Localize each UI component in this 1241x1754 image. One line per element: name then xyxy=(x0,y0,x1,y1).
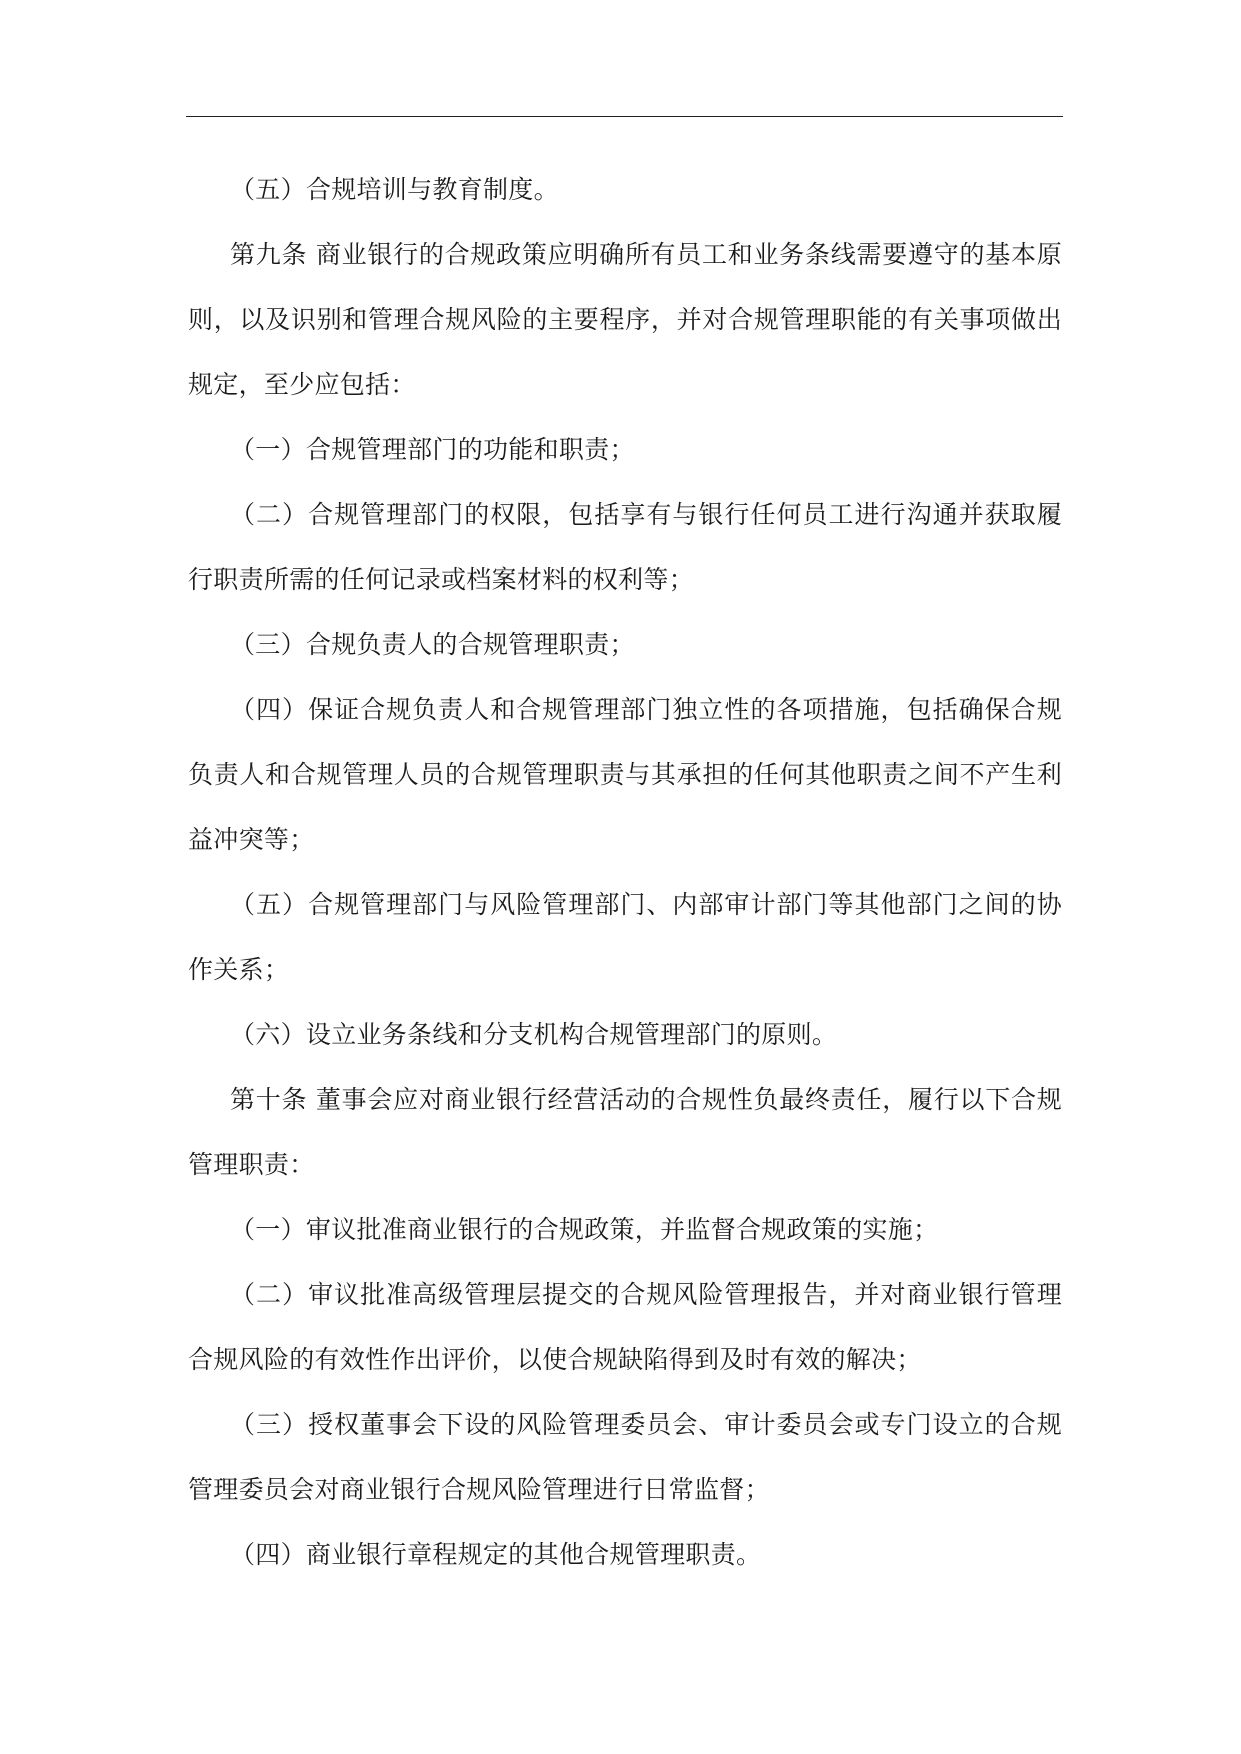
paragraph-article-10-item-1: （一）审议批准商业银行的合规政策，并监督合规政策的实施； xyxy=(230,1215,939,1244)
paragraph-article-10-item-4: （四）商业银行章程规定的其他合规管理职责。 xyxy=(230,1540,762,1569)
paragraph-article-9-item-1: （一）合规管理部门的功能和职责； xyxy=(230,435,635,464)
paragraph-article-10-item-2: （二）审议批准高级管理层提交的合规风险管理报告，并对商业银行管理合规风险的有效性作出评价，以使合规缺陷得到及时有效的解决； xyxy=(188,1280,1062,1374)
document-body xyxy=(188,157,1062,1587)
paragraph-article-9-item-2: （二）合规管理部门的权限，包括享有与银行任何员工进行沟通并获取履行职责所需的任何记录或档案材料的权利等； xyxy=(188,500,1062,594)
header-divider xyxy=(186,116,1063,117)
paragraph-article-9-item-5: （五）合规管理部门与风险管理部门、内部审计部门等其他部门之间的协作关系； xyxy=(188,890,1062,984)
paragraph-article-9-item-6: （六）设立业务条线和分支机构合规管理部门的原则。 xyxy=(230,1020,838,1049)
paragraph-article-10: 第十条 董事会应对商业银行经营活动的合规性负最终责任，履行以下合规管理职责： xyxy=(188,1085,1062,1179)
paragraph-compliance-training: （五）合规培训与教育制度。 xyxy=(230,175,559,204)
paragraph-article-10-item-3: （三）授权董事会下设的风险管理委员会、审计委员会或专门设立的合规管理委员会对商业银行合规风险管理进行日常监督； xyxy=(188,1410,1062,1504)
paragraph-article-9: 第九条 商业银行的合规政策应明确所有员工和业务条线需要遵守的基本原则，以及识别和管理合规风险的主要程序，并对合规管理职能的有关事项做出规定，至少应包括： xyxy=(188,240,1062,399)
paragraph-article-9-item-4: （四）保证合规负责人和合规管理部门独立性的各项措施，包括确保合规负责人和合规管理人员的合规管理职责与其承担的任何其他职责之间不产生利益冲突等； xyxy=(188,695,1062,854)
paragraph-article-9-item-3: （三）合规负责人的合规管理职责； xyxy=(230,630,635,659)
